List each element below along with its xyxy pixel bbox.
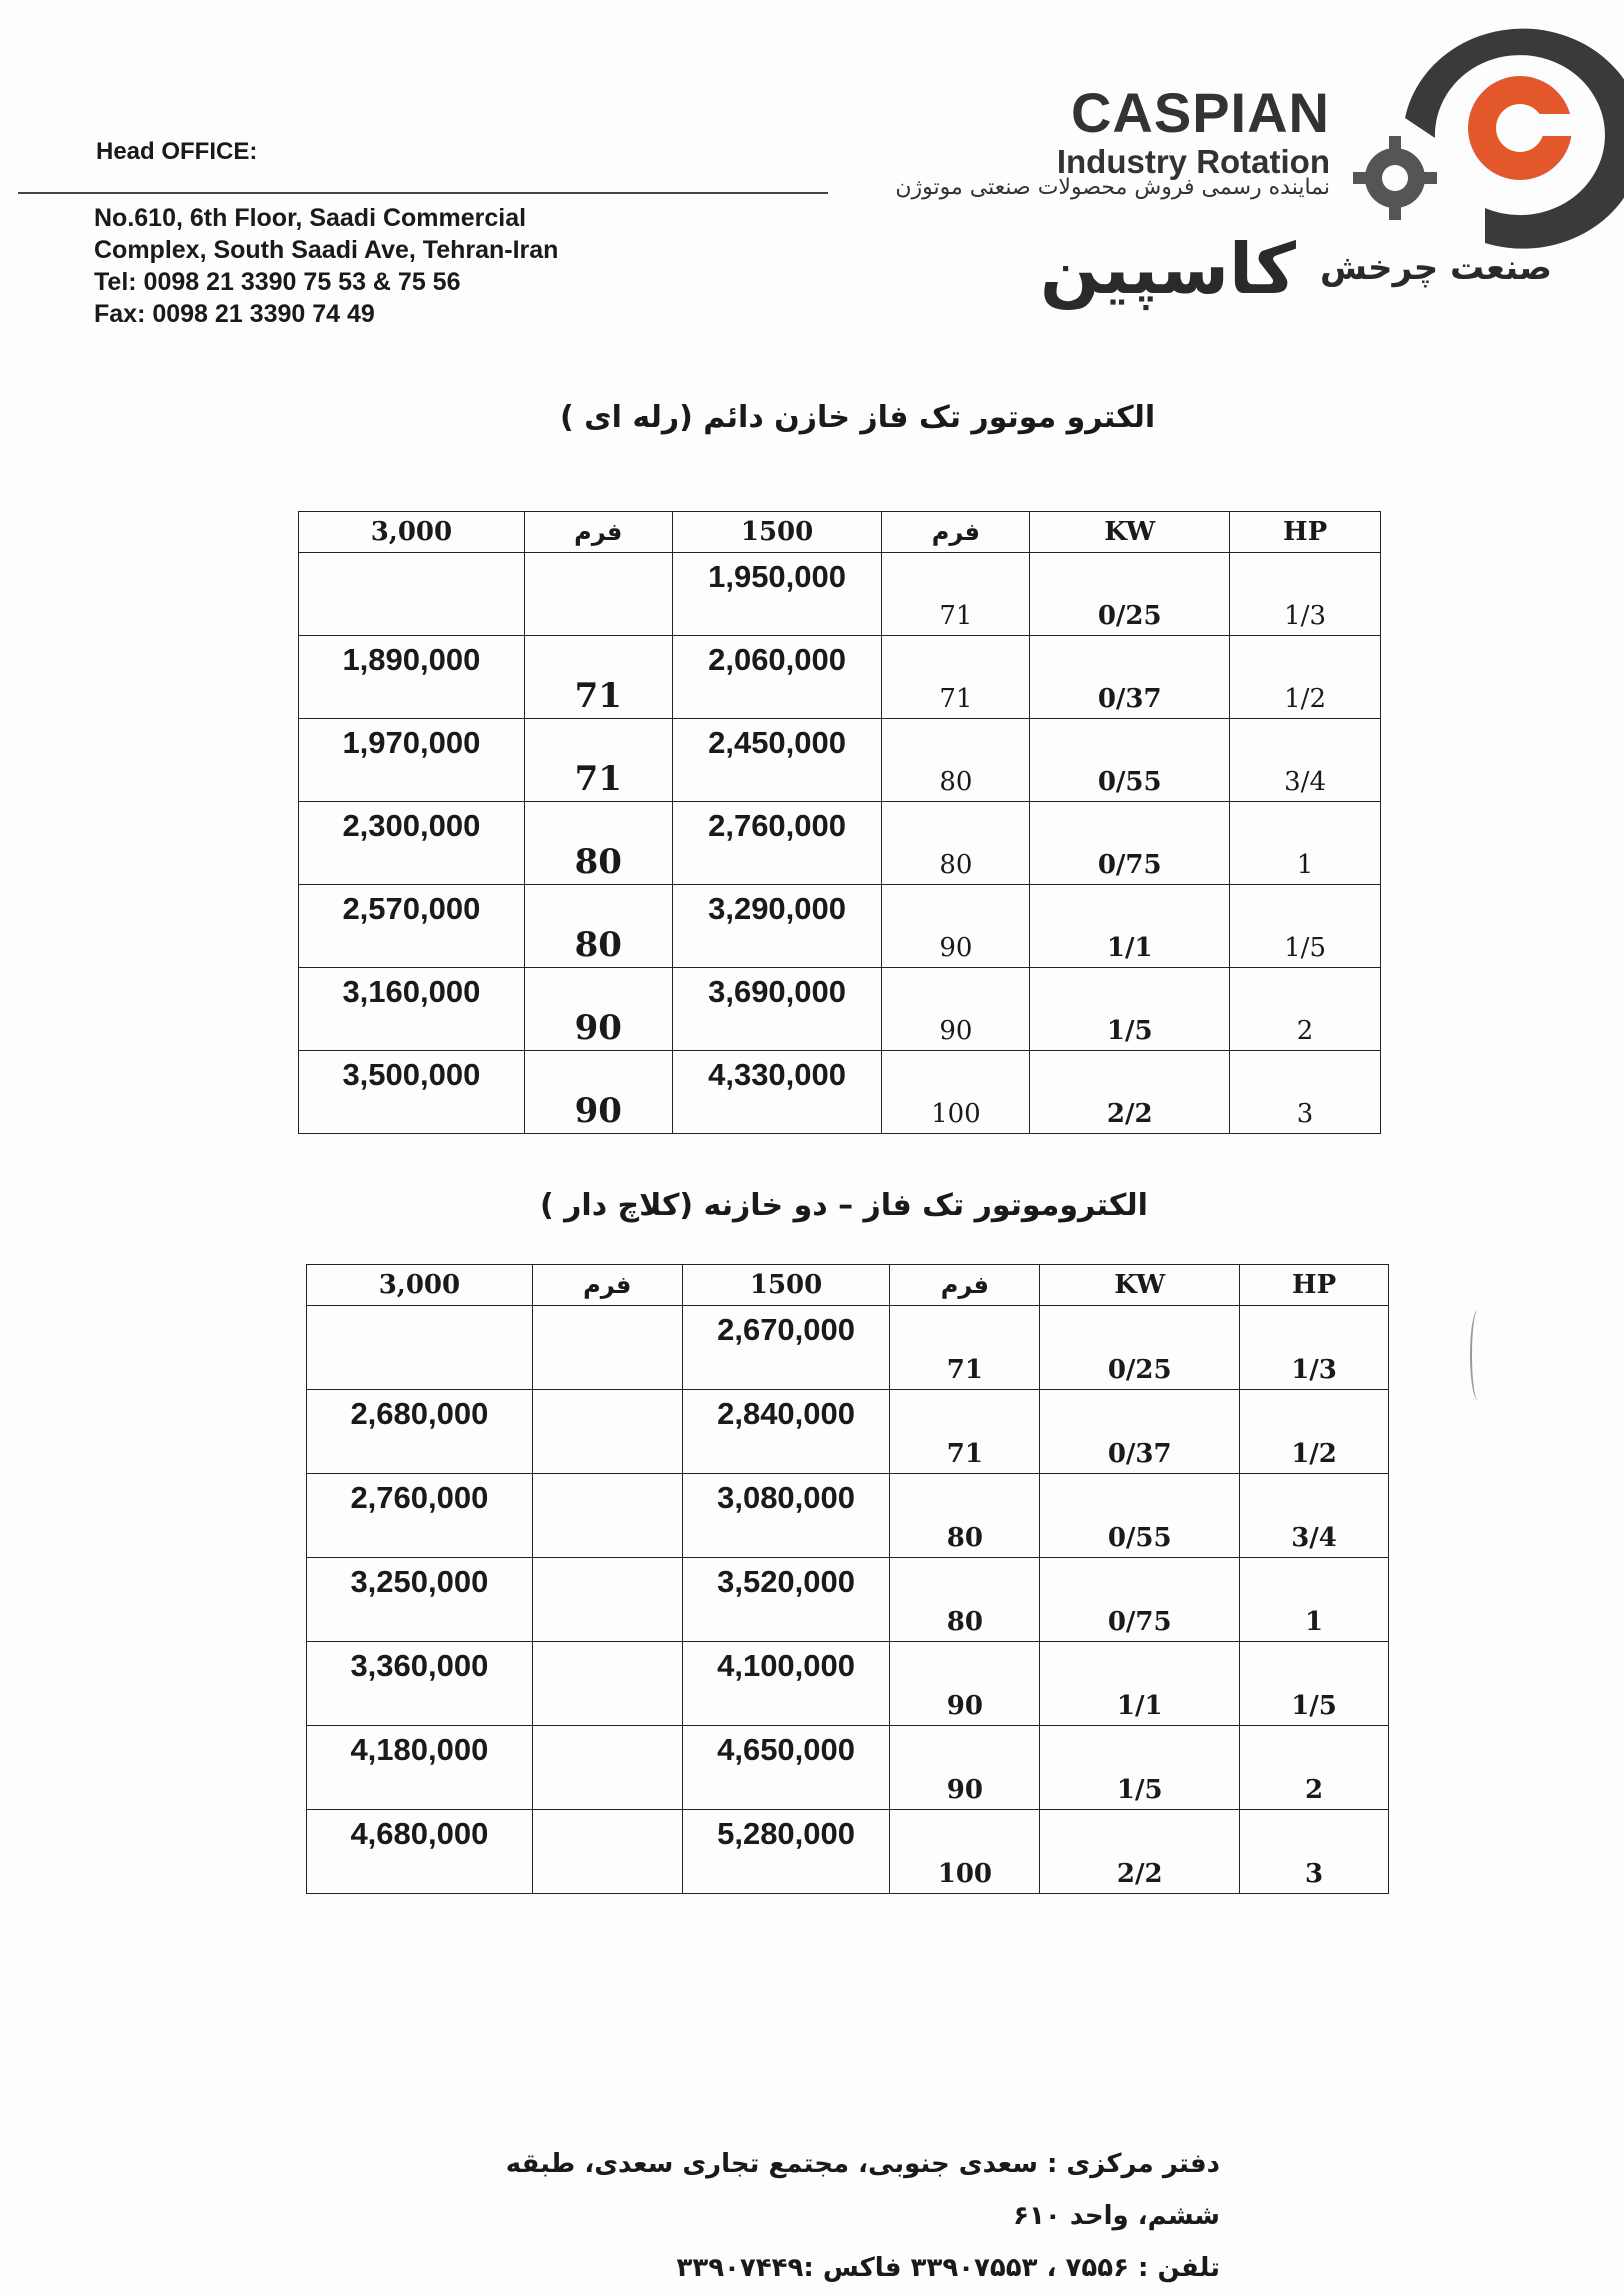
frame-1500: 80 bbox=[946, 1523, 983, 1553]
hp-value: 2 bbox=[1305, 1775, 1324, 1805]
price-1500: 2,840,000 bbox=[717, 1396, 856, 1431]
office-address bbox=[94, 202, 558, 330]
cell-price-3000 bbox=[307, 1726, 533, 1810]
hp-value: 1/3 bbox=[1284, 601, 1326, 631]
kw-value: 0/75 bbox=[1097, 850, 1162, 880]
price-3000: 1,890,000 bbox=[342, 642, 481, 677]
brand-block bbox=[1030, 81, 1330, 180]
price-table-dual-capacitor bbox=[306, 1264, 1389, 1894]
kw-value: 0/25 bbox=[1097, 601, 1162, 631]
cell-frame-1500 bbox=[882, 968, 1030, 1051]
kw-value: 0/55 bbox=[1107, 1523, 1172, 1553]
frame-3000: 90 bbox=[574, 1008, 622, 1048]
cell-frame-3000 bbox=[532, 1726, 682, 1810]
brand-subtitle: Industry Rotation bbox=[1056, 143, 1330, 180]
hp-value: 1 bbox=[1296, 850, 1314, 880]
cell-price-3000 bbox=[299, 553, 525, 636]
head-office-label: Head OFFICE: bbox=[96, 138, 258, 165]
header-hp: HP bbox=[1240, 1265, 1389, 1306]
kw-value: 0/37 bbox=[1097, 684, 1162, 714]
cell-price-1500 bbox=[672, 719, 882, 802]
cell-price-3000 bbox=[299, 719, 525, 802]
cell-frame-1500 bbox=[882, 553, 1030, 636]
price-1500: 3,290,000 bbox=[708, 891, 847, 926]
cell-frame-3000 bbox=[524, 802, 672, 885]
cell-kw bbox=[1040, 1810, 1240, 1894]
table-row bbox=[299, 1051, 1381, 1134]
cell-frame-3000 bbox=[532, 1810, 682, 1894]
frame-1500: 80 bbox=[939, 850, 973, 880]
cell-price-3000 bbox=[299, 802, 525, 885]
price-3000: 2,760,000 bbox=[350, 1480, 489, 1515]
frame-1500: 90 bbox=[946, 1775, 983, 1805]
frame-1500: 80 bbox=[946, 1607, 983, 1637]
hp-value: 3/4 bbox=[1291, 1523, 1337, 1553]
frame-3000: 71 bbox=[574, 759, 622, 799]
cell-price-1500 bbox=[682, 1558, 890, 1642]
cell-price-1500 bbox=[682, 1642, 890, 1726]
cell-price-1500 bbox=[672, 636, 882, 719]
header-price-1500: 1500 bbox=[672, 512, 882, 553]
hp-value: 1/3 bbox=[1291, 1355, 1337, 1385]
kw-value: 0/37 bbox=[1107, 1439, 1172, 1469]
page-scan-mark bbox=[1470, 1310, 1486, 1400]
cell-frame-1500 bbox=[882, 885, 1030, 968]
price-1500: 3,520,000 bbox=[717, 1564, 856, 1599]
frame-1500: 71 bbox=[939, 684, 973, 714]
cell-price-3000 bbox=[307, 1810, 533, 1894]
cell-price-1500 bbox=[682, 1810, 890, 1894]
frame-3000: 71 bbox=[574, 676, 622, 716]
cell-price-1500 bbox=[682, 1474, 890, 1558]
header-frame-3000: فرم bbox=[532, 1265, 682, 1306]
table-row bbox=[307, 1306, 1389, 1390]
hp-value: 1/2 bbox=[1284, 684, 1326, 714]
kw-value: 0/25 bbox=[1107, 1355, 1172, 1385]
table-row bbox=[307, 1726, 1389, 1810]
price-3000: 4,680,000 bbox=[350, 1816, 489, 1851]
kw-value: 1/1 bbox=[1106, 933, 1153, 963]
price-1500: 4,650,000 bbox=[717, 1732, 856, 1767]
frame-1500: 90 bbox=[939, 1016, 973, 1046]
cell-price-3000 bbox=[299, 636, 525, 719]
table-row bbox=[299, 885, 1381, 968]
cell-frame-3000 bbox=[532, 1558, 682, 1642]
cell-price-1500 bbox=[672, 553, 882, 636]
cell-price-3000 bbox=[307, 1306, 533, 1390]
cell-frame-1500 bbox=[890, 1390, 1040, 1474]
cell-price-3000 bbox=[307, 1558, 533, 1642]
table-2-title: الکتروموتور تک فاز – دو خازنه (کلاچ دار ) bbox=[540, 1188, 1148, 1223]
cell-kw bbox=[1040, 1642, 1240, 1726]
cell-price-3000 bbox=[299, 885, 525, 968]
price-1500: 3,080,000 bbox=[717, 1480, 856, 1515]
cell-hp bbox=[1240, 1558, 1389, 1642]
cell-price-3000 bbox=[299, 1051, 525, 1134]
price-table-capacitor-run bbox=[298, 511, 1381, 1134]
table-row bbox=[299, 802, 1381, 885]
cell-kw bbox=[1030, 1051, 1230, 1134]
cell-price-1500 bbox=[672, 1051, 882, 1134]
gear-icon bbox=[1353, 136, 1437, 220]
cell-price-3000 bbox=[307, 1474, 533, 1558]
cell-kw bbox=[1030, 968, 1230, 1051]
brand-name-fa: کاسپین bbox=[1040, 228, 1296, 310]
frame-3000: 90 bbox=[574, 1091, 622, 1131]
price-3000: 1,970,000 bbox=[342, 725, 481, 760]
hp-value: 1 bbox=[1305, 1607, 1324, 1637]
cell-frame-3000 bbox=[524, 885, 672, 968]
header-price-3000: 3,000 bbox=[299, 512, 525, 553]
cell-frame-3000 bbox=[532, 1390, 682, 1474]
cell-hp bbox=[1230, 1051, 1381, 1134]
price-1500: 4,330,000 bbox=[708, 1057, 847, 1092]
kw-value: 0/75 bbox=[1107, 1607, 1172, 1637]
cell-hp bbox=[1240, 1810, 1389, 1894]
price-1500: 3,690,000 bbox=[708, 974, 847, 1009]
price-3000: 2,680,000 bbox=[350, 1396, 489, 1431]
cell-kw bbox=[1030, 636, 1230, 719]
cell-kw bbox=[1040, 1306, 1240, 1390]
kw-value: 1/5 bbox=[1116, 1775, 1163, 1805]
frame-1500: 71 bbox=[946, 1355, 983, 1385]
cell-frame-3000 bbox=[524, 968, 672, 1051]
cell-frame-3000 bbox=[524, 553, 672, 636]
header-frame-1500: فرم bbox=[882, 512, 1030, 553]
header-price-1500: 1500 bbox=[682, 1265, 890, 1306]
address-line: No.610, 6th Floor, Saadi Commercial bbox=[94, 204, 527, 232]
price-3000: 3,360,000 bbox=[350, 1648, 489, 1683]
brand-name: CASPIAN bbox=[1070, 81, 1330, 144]
table-1-title: الکترو موتور تک فاز خازن دائم (رله ای ) bbox=[560, 400, 1156, 435]
address-line: Complex, South Saadi Ave, Tehran-Iran bbox=[94, 236, 559, 264]
cell-frame-3000 bbox=[532, 1306, 682, 1390]
table-header-row bbox=[299, 512, 1381, 553]
cell-frame-1500 bbox=[890, 1474, 1040, 1558]
kw-value: 2/2 bbox=[1106, 1099, 1153, 1129]
cell-frame-1500 bbox=[882, 802, 1030, 885]
cell-frame-1500 bbox=[890, 1810, 1040, 1894]
cell-hp bbox=[1230, 802, 1381, 885]
header-divider bbox=[18, 192, 828, 194]
price-1500: 2,450,000 bbox=[708, 725, 847, 760]
cell-price-3000 bbox=[307, 1390, 533, 1474]
cell-frame-3000 bbox=[532, 1642, 682, 1726]
cell-kw bbox=[1030, 719, 1230, 802]
cell-frame-1500 bbox=[890, 1306, 1040, 1390]
cell-price-3000 bbox=[299, 968, 525, 1051]
header-kw: KW bbox=[1030, 512, 1230, 553]
price-1500: 2,760,000 bbox=[708, 808, 847, 843]
frame-3000: 80 bbox=[574, 925, 622, 965]
cell-frame-1500 bbox=[890, 1726, 1040, 1810]
cell-kw bbox=[1040, 1474, 1240, 1558]
header-frame-1500: فرم bbox=[890, 1265, 1040, 1306]
price-3000: 4,180,000 bbox=[350, 1732, 489, 1767]
table-row bbox=[307, 1390, 1389, 1474]
cell-hp bbox=[1230, 968, 1381, 1051]
cell-hp bbox=[1230, 636, 1381, 719]
kw-value: 1/1 bbox=[1116, 1691, 1163, 1721]
hp-value: 3 bbox=[1296, 1099, 1314, 1129]
frame-1500: 71 bbox=[946, 1439, 983, 1469]
cell-hp bbox=[1230, 719, 1381, 802]
table-row bbox=[299, 553, 1381, 636]
frame-1500: 90 bbox=[939, 933, 973, 963]
cell-kw bbox=[1040, 1726, 1240, 1810]
cell-hp bbox=[1240, 1306, 1389, 1390]
cell-price-1500 bbox=[672, 885, 882, 968]
cell-price-1500 bbox=[682, 1726, 890, 1810]
cell-kw bbox=[1030, 802, 1230, 885]
cell-price-3000 bbox=[307, 1642, 533, 1726]
cell-hp bbox=[1240, 1474, 1389, 1558]
cell-hp bbox=[1230, 885, 1381, 968]
hp-value: 2 bbox=[1296, 1016, 1314, 1046]
cell-frame-1500 bbox=[890, 1558, 1040, 1642]
header-price-3000: 3,000 bbox=[307, 1265, 533, 1306]
cell-kw bbox=[1030, 553, 1230, 636]
brand-prefix-fa: صنعت چرخش bbox=[1320, 248, 1552, 288]
cell-kw bbox=[1040, 1558, 1240, 1642]
cell-frame-1500 bbox=[882, 636, 1030, 719]
price-3000: 3,250,000 bbox=[350, 1564, 489, 1599]
table-header-row bbox=[307, 1265, 1389, 1306]
cell-hp bbox=[1240, 1642, 1389, 1726]
frame-1500: 100 bbox=[931, 1099, 981, 1129]
header-frame-3000: فرم bbox=[524, 512, 672, 553]
kw-value: 1/5 bbox=[1106, 1016, 1153, 1046]
price-1500: 1,950,000 bbox=[708, 559, 847, 594]
header-kw: KW bbox=[1040, 1265, 1240, 1306]
cell-price-1500 bbox=[672, 802, 882, 885]
kw-value: 2/2 bbox=[1116, 1859, 1163, 1889]
hp-value: 1/2 bbox=[1291, 1439, 1337, 1469]
cell-frame-1500 bbox=[882, 719, 1030, 802]
table-row bbox=[299, 636, 1381, 719]
kw-value: 0/55 bbox=[1097, 767, 1162, 797]
table-row bbox=[307, 1642, 1389, 1726]
cell-hp bbox=[1240, 1390, 1389, 1474]
frame-1500: 71 bbox=[939, 601, 973, 631]
cell-frame-3000 bbox=[524, 636, 672, 719]
table-row bbox=[307, 1810, 1389, 1894]
cell-price-1500 bbox=[682, 1390, 890, 1474]
frame-1500: 80 bbox=[939, 767, 973, 797]
caspian-logo-icon bbox=[1335, 28, 1624, 258]
price-1500: 2,670,000 bbox=[717, 1312, 856, 1347]
frame-3000: 80 bbox=[574, 842, 622, 882]
cell-frame-3000 bbox=[524, 1051, 672, 1134]
hp-value: 1/5 bbox=[1291, 1691, 1337, 1721]
hp-value: 1/5 bbox=[1284, 933, 1326, 963]
price-1500: 4,100,000 bbox=[717, 1648, 856, 1683]
table-row bbox=[299, 968, 1381, 1051]
cell-hp bbox=[1230, 553, 1381, 636]
footer-contact bbox=[440, 2138, 1220, 2294]
price-1500: 5,280,000 bbox=[717, 1816, 856, 1851]
cell-kw bbox=[1030, 885, 1230, 968]
address-line: Fax: 0098 21 3390 74 49 bbox=[94, 300, 375, 328]
address-line: Tel: 0098 21 3390 75 53 & 75 56 bbox=[94, 268, 461, 296]
brand-representative: نماینده رسمی فروش محصولات صنعتی موتوژن bbox=[895, 175, 1330, 200]
hp-value: 3 bbox=[1305, 1859, 1324, 1889]
table-row bbox=[299, 719, 1381, 802]
hp-value: 3/4 bbox=[1284, 767, 1326, 797]
price-1500: 2,060,000 bbox=[708, 642, 847, 677]
table-row bbox=[307, 1474, 1389, 1558]
price-3000: 3,160,000 bbox=[342, 974, 481, 1009]
frame-1500: 90 bbox=[946, 1691, 983, 1721]
price-3000: 2,300,000 bbox=[342, 808, 481, 843]
price-3000: 2,570,000 bbox=[342, 891, 481, 926]
cell-frame-3000 bbox=[532, 1474, 682, 1558]
footer-phones: تلفن : ۷۵۵۶ ، ۳۳۹۰۷۵۵۳ فاکس :۳۳۹۰۷۴۴۹ bbox=[676, 2253, 1220, 2283]
cell-price-1500 bbox=[682, 1306, 890, 1390]
cell-hp bbox=[1240, 1726, 1389, 1810]
footer-address: دفتر مرکزی : سعدی جنوبی، مجتمع تجاری سعدی، طبقه ششم، واحد ۶۱۰ bbox=[505, 2149, 1220, 2231]
frame-1500: 100 bbox=[937, 1859, 993, 1889]
cell-kw bbox=[1040, 1390, 1240, 1474]
header-hp: HP bbox=[1230, 512, 1381, 553]
table-row bbox=[307, 1558, 1389, 1642]
cell-frame-1500 bbox=[890, 1642, 1040, 1726]
price-3000: 3,500,000 bbox=[342, 1057, 481, 1092]
cell-price-1500 bbox=[672, 968, 882, 1051]
cell-frame-3000 bbox=[524, 719, 672, 802]
cell-frame-1500 bbox=[882, 1051, 1030, 1134]
